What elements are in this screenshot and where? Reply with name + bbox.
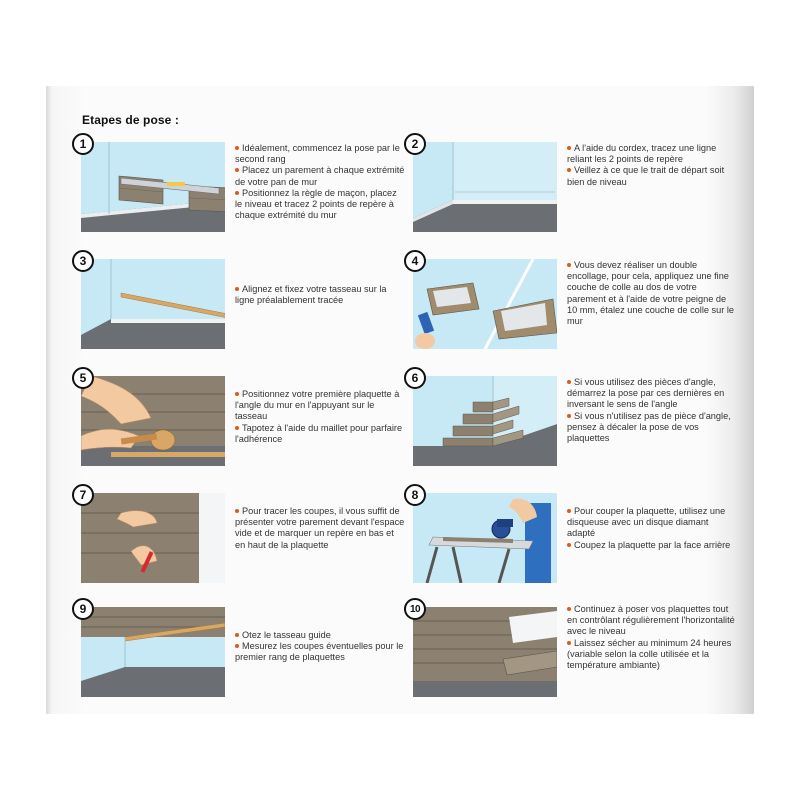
step-number: 2 <box>404 133 426 155</box>
bullet-icon <box>567 509 571 513</box>
step-illustration <box>81 259 225 349</box>
bullet: Continuez à poser vos plaquettes tout en contrôlant régulièrement l'horizontalité avec le niveau <box>567 604 735 637</box>
step-text <box>235 284 405 306</box>
step-text <box>235 389 405 445</box>
step-text <box>567 143 737 188</box>
bullet-icon <box>567 380 571 384</box>
bullet: Si vous utilisez des pièces d'angle, démarrez la pose par ces dernières en inversant le sens de l'angle <box>567 377 725 410</box>
step-illustration <box>413 259 557 349</box>
step-text <box>235 630 405 664</box>
step-illustration <box>413 142 557 232</box>
bullet: Pour tracer les coupes, il vous suffit de présenter votre parement devant l'espace vide et de marquer un repère en bas et en haut de la plaquette <box>235 506 405 550</box>
step-illustration <box>81 376 225 466</box>
bullet: Idéalement, commencez la pose par le second rang <box>235 143 400 165</box>
bullet: Otez le tasseau guide <box>235 630 405 641</box>
step-illustration <box>81 607 225 697</box>
step-text <box>235 143 405 221</box>
step-illustration <box>81 142 225 232</box>
bullet-icon <box>235 287 239 291</box>
bullet-icon <box>567 543 571 547</box>
step-2 <box>404 133 734 243</box>
bullet: Mesurez les coupes éventuelles pour le premier rang de plaquettes <box>235 641 404 663</box>
bullet-icon <box>567 168 571 172</box>
bullet-icon <box>235 509 239 513</box>
step-number: 10 <box>404 598 426 620</box>
bullet-icon <box>235 146 239 150</box>
step-number: 8 <box>404 484 426 506</box>
step-text <box>567 604 737 671</box>
step-6 <box>404 367 734 477</box>
bullet: Positionnez votre première plaquette à l'angle du mur en l'appuyant sur le tasseau <box>235 389 400 422</box>
step-number: 5 <box>72 367 94 389</box>
step-text <box>567 506 737 551</box>
step-illustration <box>413 607 557 697</box>
bullet-icon <box>567 641 571 645</box>
step-number: 3 <box>72 250 94 272</box>
step-5 <box>72 367 402 477</box>
step-number: 7 <box>72 484 94 506</box>
step-number: 1 <box>72 133 94 155</box>
step-7 <box>72 484 405 594</box>
bullet: Pour couper la plaquette, utilisez une disqueuse avec un disque diamant adapté <box>567 506 726 539</box>
step-number: 4 <box>404 250 426 272</box>
bullet-icon <box>235 168 239 172</box>
step-9 <box>72 598 402 708</box>
bullet: A l'aide du cordex, tracez une ligne reliant les 2 points de repère <box>567 143 717 165</box>
step-illustration <box>81 493 225 583</box>
step-number: 9 <box>72 598 94 620</box>
bullet: Laissez sécher au minimum 24 heures (variable selon la colle utilisée et la température ambiante) <box>567 637 732 671</box>
step-illustration <box>413 376 557 466</box>
bullet-icon <box>567 607 571 611</box>
step-number: 6 <box>404 367 426 389</box>
step-8 <box>404 484 734 594</box>
bullet-icon <box>235 392 239 396</box>
bullet-icon <box>235 426 239 430</box>
bullet-icon <box>567 146 571 150</box>
step-1 <box>72 133 405 243</box>
step-text <box>567 260 737 327</box>
step-text <box>235 506 405 551</box>
bullet: Coupez la plaquette par la face arrière <box>567 540 737 551</box>
bullet-icon <box>235 644 239 648</box>
bullet: Veillez à ce que le trait de départ soit bien de niveau <box>567 165 725 187</box>
bullet-icon <box>567 414 571 418</box>
step-4 <box>404 250 734 360</box>
bullet-icon <box>235 191 239 195</box>
bullet-icon <box>567 263 571 267</box>
step-10 <box>404 598 734 708</box>
step-3 <box>72 250 402 360</box>
bullet-icon <box>235 633 239 637</box>
bullet: Vous devez réaliser un double encollage, pour cela, appliquez une fine couche de colle au dos de votre parement et à l'aide de votre peigne de 10 mm, étalez une couche de colle sur le mur <box>567 260 734 327</box>
bullet: Positionnez la règle de maçon, placez le niveau et tracez 2 points de repère à chaque extrémité du mur <box>235 187 397 221</box>
bullet: Si vous n'utilisez pas de pièce d'angle, pensez à décaler la pose de vos plaquettes <box>567 410 731 444</box>
bullet: Tapotez à l'aide du maillet pour parfaire l'adhérence <box>235 422 403 444</box>
bullet: Alignez et fixez votre tasseau sur la ligne préalablement tracée <box>235 284 387 306</box>
step-illustration <box>413 493 557 583</box>
bullet: Placez un parement à chaque extrémité de votre pan de mur <box>235 165 405 187</box>
step-text <box>567 377 737 444</box>
page-title: Etapes de pose : <box>82 113 179 127</box>
